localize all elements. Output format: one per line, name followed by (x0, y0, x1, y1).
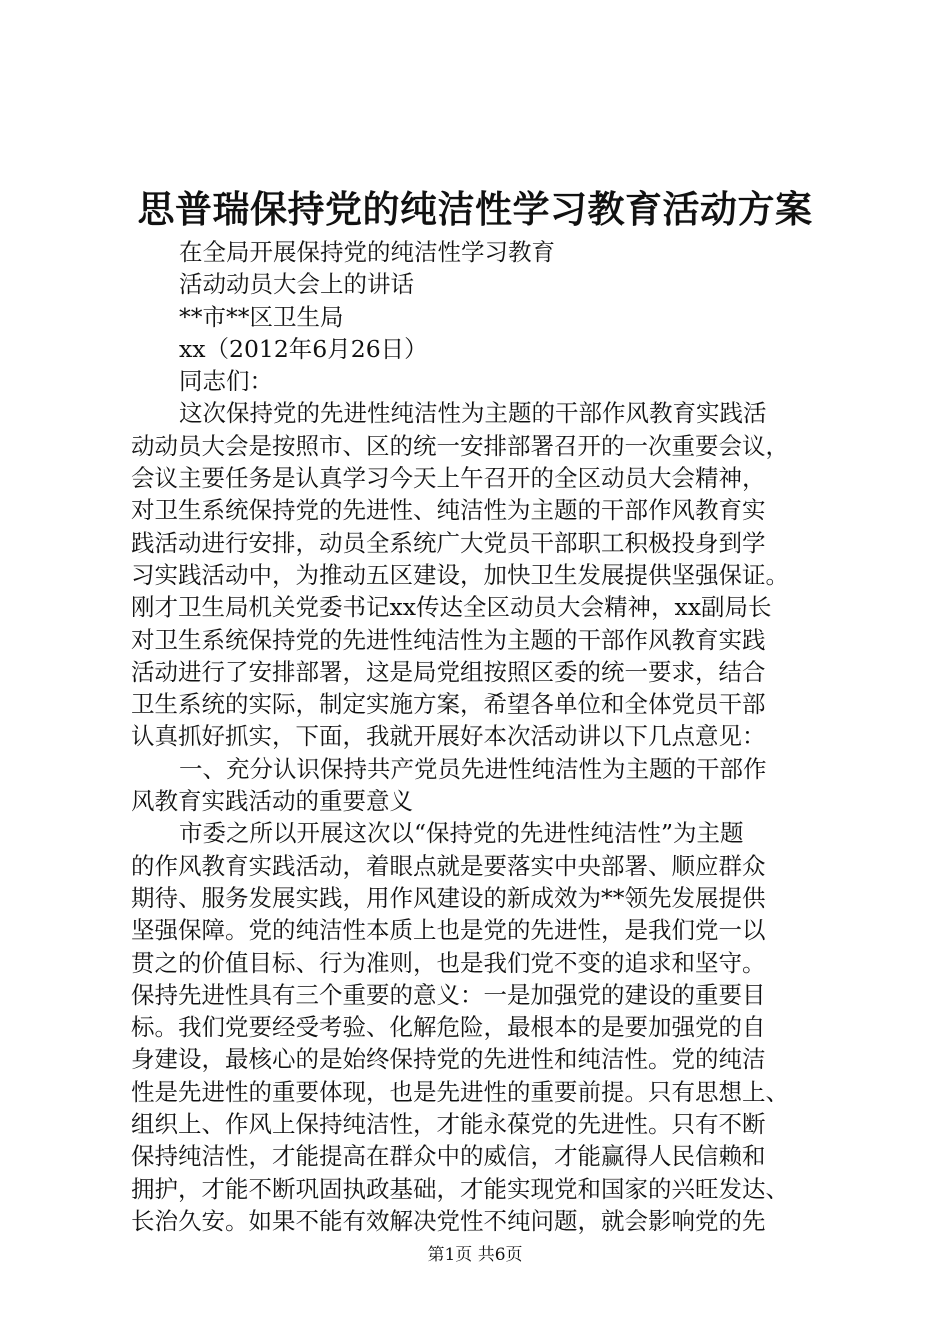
page-footer: 第1页 共6页 (427, 1245, 523, 1265)
paragraph-line: 会议主要任务是认真学习今天上午召开的全区动员大会精神， (131, 464, 766, 493)
section-heading-line: 一、充分认识保持共产党员先进性纯洁性为主题的干部作 (179, 754, 767, 783)
paragraph-line: 市委之所以开展这次以“保持党的先进性纯洁性”为主题 (179, 819, 744, 848)
paragraph-line: 动动员大会是按照市、区的统一安排部署召开的一次重要会议， (131, 431, 789, 460)
document-title: 思普瑞保持党的纯洁性学习教育活动方案 (137, 187, 813, 231)
paragraph-line: 这次保持党的先进性纯洁性为主题的干部作风教育实践活 (179, 399, 767, 428)
paragraph-line: 坚强保障。党的纯洁性本质上也是党的先进性，是我们党一以 (131, 916, 766, 945)
paragraph-line: 贯之的价值目标、行为准则，也是我们党不变的追求和坚守。 (131, 948, 766, 977)
paragraph-line: 期待、服务发展实践，用作风建设的新成效为**领先发展提供 (131, 883, 766, 912)
paragraph-line: 保持纯洁性，才能提高在群众中的威信，才能赢得人民信赖和 (131, 1142, 766, 1171)
paragraph-line: 践活动进行安排，动员全系统广大党员干部职工积极投身到学 (131, 528, 766, 557)
paragraph-line: 卫生系统的实际，制定实施方案，希望各单位和全体党员干部 (131, 690, 766, 719)
paragraph-line: 对卫生系统保持党的先进性、纯洁性为主题的干部作风教育实 (131, 496, 766, 525)
paragraph-line: 性是先进性的重要体现，也是先进性的重要前提。只有思想上、 (131, 1077, 789, 1106)
paragraph-line: 习实践活动中，为推动五区建设，加快卫生发展提供坚强保证。 (131, 560, 789, 589)
section-heading-line: 风教育实践活动的重要意义 (131, 787, 413, 816)
paragraph-line: 认真抓好抓实，下面，我就开展好本次活动讲以下几点意见： (131, 722, 766, 751)
subtitle-line: 在全局开展保持党的纯洁性学习教育 (179, 238, 555, 266)
paragraph-line: 对卫生系统保持党的先进性纯洁性为主题的干部作风教育实践 (131, 625, 766, 654)
paragraph-line: 刚才卫生局机关党委书记xx传达全区动员大会精神，xx副局长 (131, 593, 772, 622)
paragraph-line: 标。我们党要经受考验、化解危险，最根本的是要加强党的自 (131, 1013, 766, 1042)
paragraph-line: 保持先进性具有三个重要的意义：一是加强党的建设的重要目 (131, 980, 766, 1009)
document-body (131, 236, 831, 1237)
paragraph-line: 活动进行了安排部署，这是局党组按照区委的统一要求，结合 (131, 657, 766, 686)
paragraph-line: 长治久安。如果不能有效解决党性不纯问题，就会影响党的先 (131, 1206, 766, 1235)
paragraph-line: 组织上、作风上保持纯洁性，才能永葆党的先进性。只有不断 (131, 1110, 766, 1139)
paragraph-line: 拥护，才能不断巩固执政基础，才能实现党和国家的兴旺发达、 (131, 1174, 789, 1203)
salutation-line: 同志们： (179, 367, 273, 396)
subtitle-line: 活动动员大会上的讲话 (179, 270, 414, 299)
paragraph-line: 的作风教育实践活动，着眼点就是要落实中央部署、顺应群众 (131, 851, 766, 880)
author-line: **市**区卫生局 (179, 302, 344, 331)
paragraph-line: 身建设，最核心的是始终保持党的先进性和纯洁性。党的纯洁 (131, 1045, 766, 1074)
date-line: xx（2012年6月26日） (179, 334, 428, 363)
